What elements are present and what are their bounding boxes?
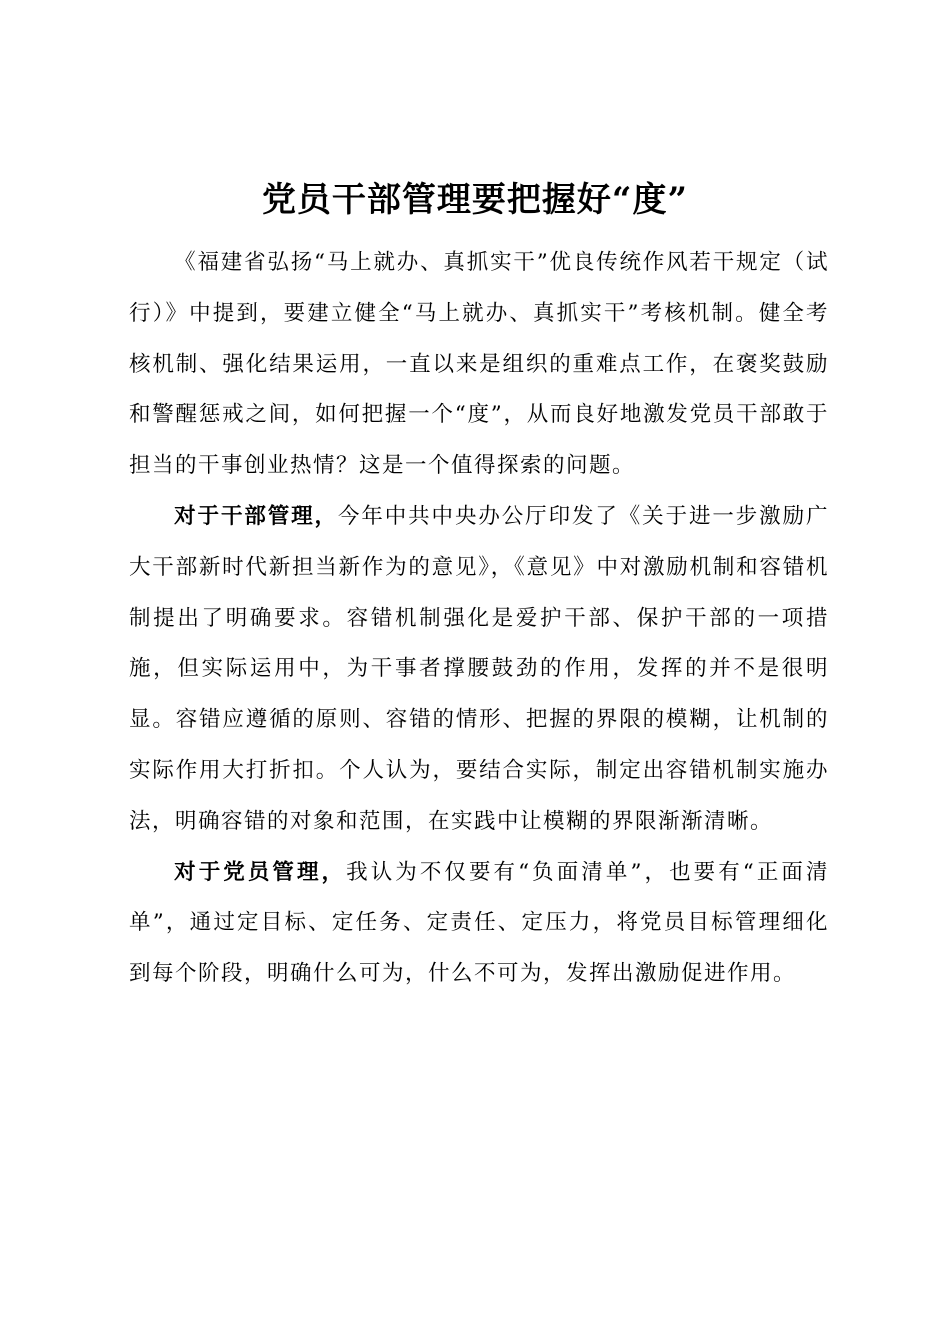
document-title: 党员干部管理要把握好“度” — [261, 180, 689, 220]
paragraph-cadre-management — [129, 492, 829, 848]
paragraph-member-management — [129, 848, 829, 1000]
document-body — [129, 238, 829, 1000]
paragraph-text: 今年中共中央办公厅印发了《关于进一步激励广大干部新时代新担当新作为的意见》，《意见》中对激励机制和容错机制提出了明确要求。容错机制强化是爱护干部、保护干部的一项措施，但实际运用中，为干事者撑腰鼓劲的作用，发挥的并不是很明显。容错应遵循的原则、容错的情形、把握的界限的模糊，让机制的实际作用大打折扣。个人认为，要结合实际，制定出容错机制实施办法，明确容错的对象和范围，在实践中让模糊的界限渐渐清晰。 — [129, 503, 829, 834]
paragraph-lead: 对于党员管理， — [174, 859, 347, 885]
paragraph-intro — [129, 238, 829, 492]
paragraph-text: 《福建省弘扬“马上就办、真抓实干”优良传统作风若干规定（试行）》中提到，要建立健全“马上就办、真抓实干”考核机制。健全考核机制、强化结果运用，一直以来是组织的重难点工作，在褒奖鼓励和警醒惩戒之间，如何把握一个“度”，从而良好地激发党员干部敢于担当的干事创业热情？这是一个值得探索的问题。 — [129, 250, 829, 479]
paragraph-lead: 对于干部管理， — [174, 503, 338, 529]
paragraph-text: 我认为不仅要有“负面清单”，也要有“正面清单”，通过定目标、定任务、定责任、定压力，将党员目标管理细化到每个阶段，明确什么可为，什么不可为，发挥出激励促进作用。 — [129, 859, 829, 987]
